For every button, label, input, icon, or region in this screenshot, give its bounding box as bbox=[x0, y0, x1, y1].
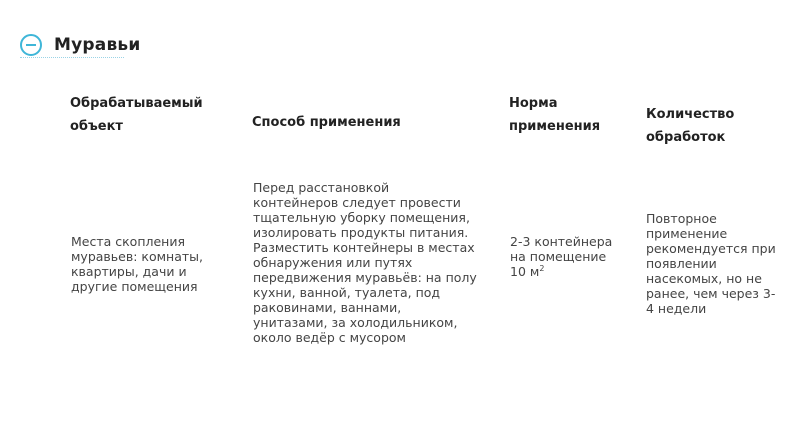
column-header-rate: Норма применения bbox=[509, 96, 601, 134]
column-header-object: Обрабатываемый объект bbox=[70, 96, 203, 134]
cell-rate-text: 2-3 контейнера на помещение 10 м bbox=[510, 234, 613, 279]
column-header-count: Количество обработок bbox=[646, 107, 735, 145]
cell-object: Места скопления муравьев: комнаты, квартиры, дачи и другие помещения bbox=[71, 234, 203, 294]
section-header[interactable] bbox=[20, 30, 140, 60]
rate-superscript: 2 bbox=[539, 263, 545, 273]
cell-method: Перед расстановкой контейнеров следует провести тщательную уборку помещения, изолировать продукты питания. Разместить контейнеры в местах обнаружения или путях передвижения муравьёв: на полу кухни, ванной, туалета, под раковинами, ваннами, унитазами, за холодильником, около ведёр с мусором bbox=[253, 180, 477, 345]
cell-rate bbox=[510, 234, 615, 279]
header-underline bbox=[20, 57, 124, 58]
column-header-method: Способ применения bbox=[252, 115, 401, 130]
cell-count: Повторное применение рекомендуется при появлении насекомых, но не ранее, чем через 3-4 недели bbox=[646, 211, 776, 316]
section-title[interactable]: Муравьи bbox=[54, 35, 141, 55]
minus-circle-icon[interactable] bbox=[20, 34, 42, 56]
